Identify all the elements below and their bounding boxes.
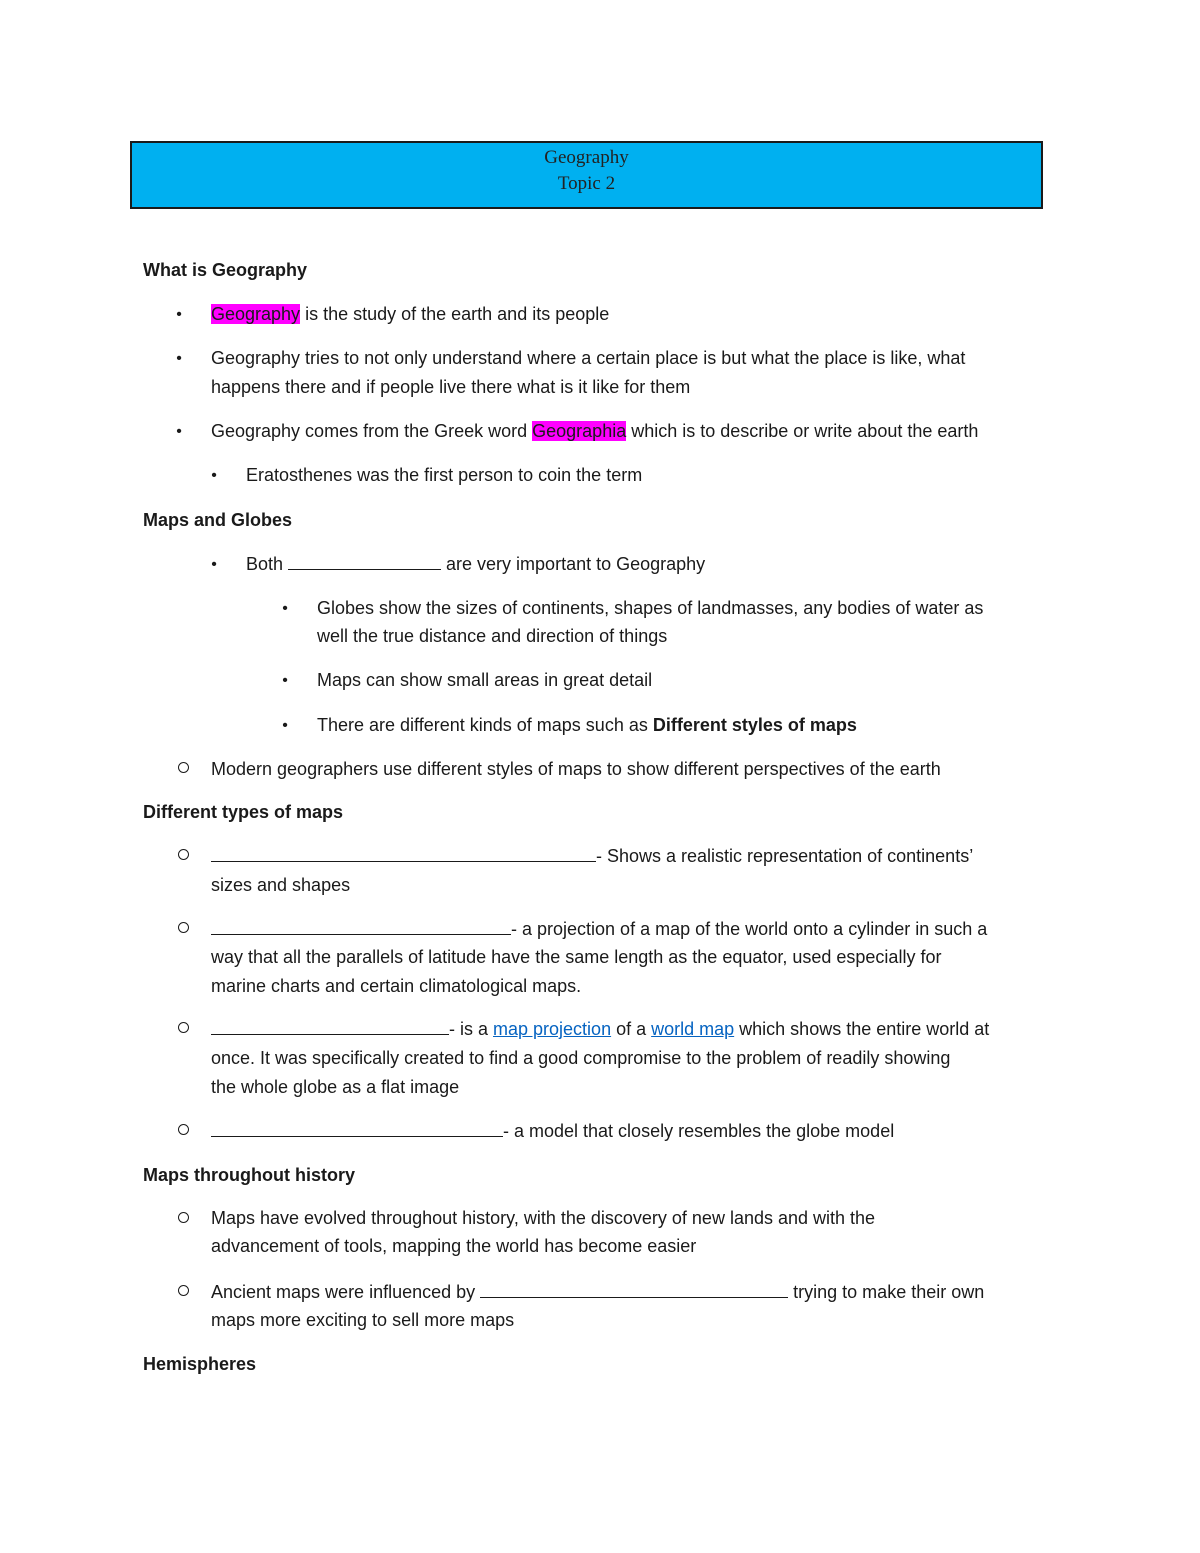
fill-in-blank [288, 551, 441, 570]
list-item-line: way that all the parallels of latitude have the same length as the equator, used especially for [211, 947, 942, 967]
list-item [211, 300, 609, 329]
list-item-line: maps more exciting to sell more maps [211, 1310, 515, 1330]
link-world-map[interactable]: world map [651, 1019, 735, 1039]
list-item: Modern geographers use different styles of maps to show different perspectives of the earth [211, 759, 941, 779]
highlighted-term: Geographia [532, 421, 627, 441]
list-item [211, 915, 987, 944]
title-line-1: Geography [544, 147, 629, 168]
bullet-icon: • [211, 556, 217, 573]
bullet-icon: • [176, 350, 182, 367]
circle-bullet-icon [178, 849, 189, 860]
bullet-icon: • [176, 423, 182, 440]
item-text: are very important to Geography [441, 554, 706, 574]
list-item-line: sizes and shapes [211, 875, 351, 895]
item-text: which is to describe or write about the earth [626, 421, 979, 441]
sub-list-item: Eratosthenes was the first person to coin the term [246, 465, 643, 485]
fill-in-blank [211, 916, 511, 935]
heading-different-types-of-maps: Different types of maps [143, 802, 344, 822]
list-item-line: once. It was specifically created to find a good compromise to the problem of readily showing [211, 1048, 951, 1068]
list-item-line: advancement of tools, mapping the world has become easier [211, 1236, 697, 1256]
list-item-line: Maps have evolved throughout history, with the discovery of new lands and with the [211, 1208, 876, 1228]
sub-list-item-line: well the true distance and direction of things [317, 626, 668, 646]
highlighted-term: Geography [211, 304, 301, 324]
fill-in-blank [480, 1279, 788, 1298]
link-map-projection[interactable]: map projection [493, 1019, 612, 1039]
sub-list-item-line: Globes show the sizes of continents, shapes of landmasses, any bodies of water as [317, 598, 984, 618]
sub-list-item: Maps can show small areas in great detail [317, 670, 653, 690]
heading-maps-and-globes: Maps and Globes [143, 510, 293, 530]
circle-bullet-icon [178, 922, 189, 933]
item-text: trying to make their own [788, 1282, 985, 1302]
heading-maps-throughout-history: Maps throughout history [143, 1165, 355, 1185]
list-item-line: happens there and if people live there what is it like for them [211, 377, 691, 397]
item-text: which shows the entire world at [734, 1019, 990, 1039]
item-text: Geography comes from the Greek word [211, 421, 533, 441]
circle-bullet-icon [178, 1022, 189, 1033]
sub-list-item [317, 711, 857, 740]
circle-bullet-icon [178, 1285, 189, 1296]
circle-bullet-icon [178, 1212, 189, 1223]
bullet-icon: • [282, 672, 288, 689]
title-banner [130, 141, 1043, 209]
item-text: is the study of the earth and its people [300, 304, 610, 324]
list-item [211, 1117, 894, 1146]
item-text: of a [611, 1019, 652, 1039]
item-text: Both [246, 554, 289, 574]
list-item [211, 417, 978, 446]
circle-bullet-icon [178, 762, 189, 773]
item-text: There are different kinds of maps such as [317, 715, 653, 735]
list-item [211, 1015, 989, 1044]
circle-bullet-icon [178, 1124, 189, 1135]
fill-in-blank [211, 1016, 449, 1035]
item-text: - a projection of a map of the world onto a cylinder in such a [511, 919, 988, 939]
list-item [246, 550, 705, 579]
list-item-line: marine charts and certain climatological maps. [211, 976, 582, 996]
title-line-2: Topic 2 [557, 173, 616, 194]
list-item [211, 1278, 984, 1307]
bullet-icon: • [176, 306, 182, 323]
fill-in-blank [211, 843, 596, 862]
heading-hemispheres: Hemispheres [143, 1354, 257, 1374]
bullet-icon: • [211, 467, 217, 484]
item-text: - a model that closely resembles the globe model [503, 1121, 895, 1141]
bold-text: Different styles of maps [652, 715, 857, 735]
item-text: Ancient maps were influenced by [211, 1282, 481, 1302]
list-item [211, 842, 973, 871]
item-text: - Shows a realistic representation of continents’ [596, 846, 974, 866]
list-item-line: the whole globe as a flat image [211, 1077, 460, 1097]
fill-in-blank [211, 1118, 503, 1137]
list-item-line: Geography tries to not only understand where a certain place is but what the place is like, what [211, 348, 966, 368]
heading-what-is-geography: What is Geography [143, 260, 308, 280]
bullet-icon: • [282, 600, 288, 617]
bullet-icon: • [282, 717, 288, 734]
item-text: - is a [449, 1019, 494, 1039]
